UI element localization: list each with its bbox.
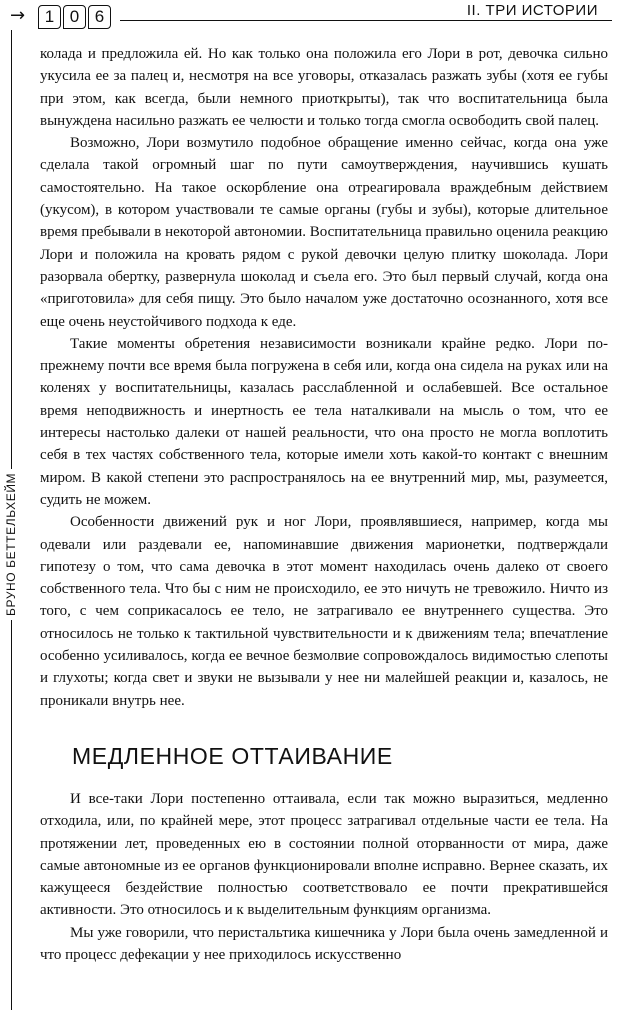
page-body [40, 43, 608, 966]
paragraph: Особенности движений рук и ног Лори, проявлявшиеся, например, когда мы одевали или раздевали ее, напоминавшие движения марионетки, подтверждали гипотезу о том, что сама девочка в этот момент находилась очень далеко от своего собственного тела. Что бы с ним не происходило, ее это ничуть не тревожило. Ничто из того, с чем соприкасалось ее тело, не затрагивало ее внутреннего существа. Это относилось не только к тактильной чувствительности и к движениям тела; впечатление особенно усиливалось, когда ее вечное безмолвие сопровождалось видимостью слепоты и глухоты; когда свет и звуки не вызывали у нее ни малейшей реакции и, казалось, не проникали внутрь нее. [40, 514, 608, 709]
header-rule [120, 20, 612, 21]
page-number-digit: 0 [63, 5, 86, 29]
page-number-digit: 1 [38, 5, 61, 29]
paragraph: колада и предложила ей. Но как только она положила его Лори в рот, девочка сильно укусила ее за палец и, несмотря на все уговоры, отказалась разжать зубы (хотя ее губы при этом, как всегда, были немного приоткрыты), так что воспитательница была вынуждена насильно разжать ее челюсти и только тогда смогла освободить свой палец. [40, 46, 608, 129]
section-heading: МЕДЛЕННОЕ ОТТАИВАНИЕ [72, 742, 393, 769]
page-number [38, 5, 111, 29]
paragraph: Мы уже говорили, что перистальтика кишечника у Лори была очень замедленной и что процесс дефекации у нее приходилось искусственно [40, 924, 608, 963]
page-number-digit: 6 [88, 5, 111, 29]
side-author-name: БРУНО БЕТТЕЛЬХЕЙМ [1, 469, 21, 620]
paragraph: Такие моменты обретения независимости возникали крайне редко. Лори по-прежнему почти все время была погружена в себя или, когда она сидела на руках или на коленях у воспитательницы, казалась расслабленной и ослабевшей. Все остальное время неподвижность и инертность ее тела наталкивали на мысль о том, что ее интересы настолько далеки от нашей реальности, что она просто не могла воплотить себя в тех частях собственного тела, которые имели хоть какой-то контакт с внешним миром. В какой степени это распространялось на ее внутренний мир, мы, разумеется, судить не можем. [40, 335, 608, 508]
arrow-right-icon: → [10, 5, 26, 26]
running-title: II. ТРИ ИСТОРИИ [461, 2, 598, 19]
paragraph: Возможно, Лори возмутило подобное обращение именно сейчас, когда она уже сделала такой огромный шаг по пути самоутверждения, научившись кушать самостоятельно. На такое оскорбление она отреагировала враждебным действием (укусом), в котором участвовали те самые органы (губы и зубы), которые длительное время пребывали в некоторой автономии. Воспитательница правильно оценила реакцию Лори и положила на кровать рядом с рукой девочки целую плитку шоколада. Лори разорвала обертку, развернула шоколад и съела его. Это был первый случай, когда она «приготовила» для себя пищу. Это было началом уже достаточно осознанного, хотя все еще очень неустойчивого подхода к еде. [40, 135, 608, 330]
paragraph: И все-таки Лори постепенно оттаивала, если так можно выразиться, медленно отходила, или, по крайней мере, этот процесс затрагивал отдельные части ее тела. На протяжении лет, проведенных ею в состоянии полной оторванности от мира, даже самые автономные из ее органов функционировали вполне исправно. Вернее сказать, их кажущееся бездействие полностью соответствовало ее почти прекратившейся активности. Это относилось и к выделительным функциям организма. [40, 790, 608, 919]
page-header [0, 0, 620, 34]
